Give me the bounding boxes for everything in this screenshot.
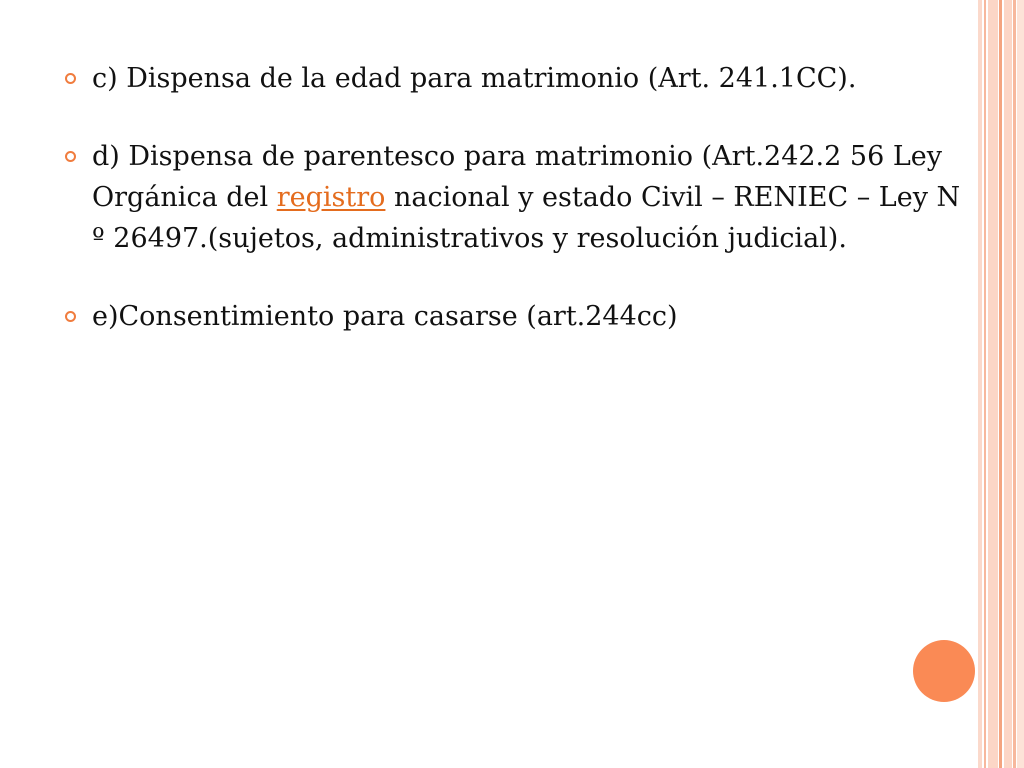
decorative-band	[978, 0, 982, 768]
bullet-text: c) Dispensa de la edad para matrimonio (Art. 241.1CC).	[92, 63, 857, 94]
decorative-band	[988, 0, 998, 768]
decorative-band	[999, 0, 1002, 768]
decorative-band	[984, 0, 986, 768]
bullet-text: e)Consentimiento para casarse (art.244cc)	[92, 301, 678, 332]
decorative-band	[1017, 0, 1024, 768]
bullet-list	[62, 58, 962, 337]
bullet-icon	[65, 311, 76, 322]
bullet-item-d	[62, 136, 962, 259]
bullet-text-before-link: d) Dispensa de parentesco para matrimonio (Art.242.2 56 Ley Orgánica del	[92, 141, 942, 213]
bullet-icon	[65, 151, 76, 162]
decorative-circle	[913, 640, 975, 702]
bullet-icon	[65, 73, 76, 84]
registro-link[interactable]: registro	[276, 182, 386, 213]
bullet-item-e	[62, 296, 962, 337]
bullet-text-after-link: nacional y estado Civil – RENIEC – Ley N º 26497.(sujetos, administrativos y resolución judicial).	[92, 182, 961, 254]
decorative-band	[1004, 0, 1012, 768]
decorative-band	[1013, 0, 1016, 768]
bullet-item-c	[62, 58, 962, 99]
